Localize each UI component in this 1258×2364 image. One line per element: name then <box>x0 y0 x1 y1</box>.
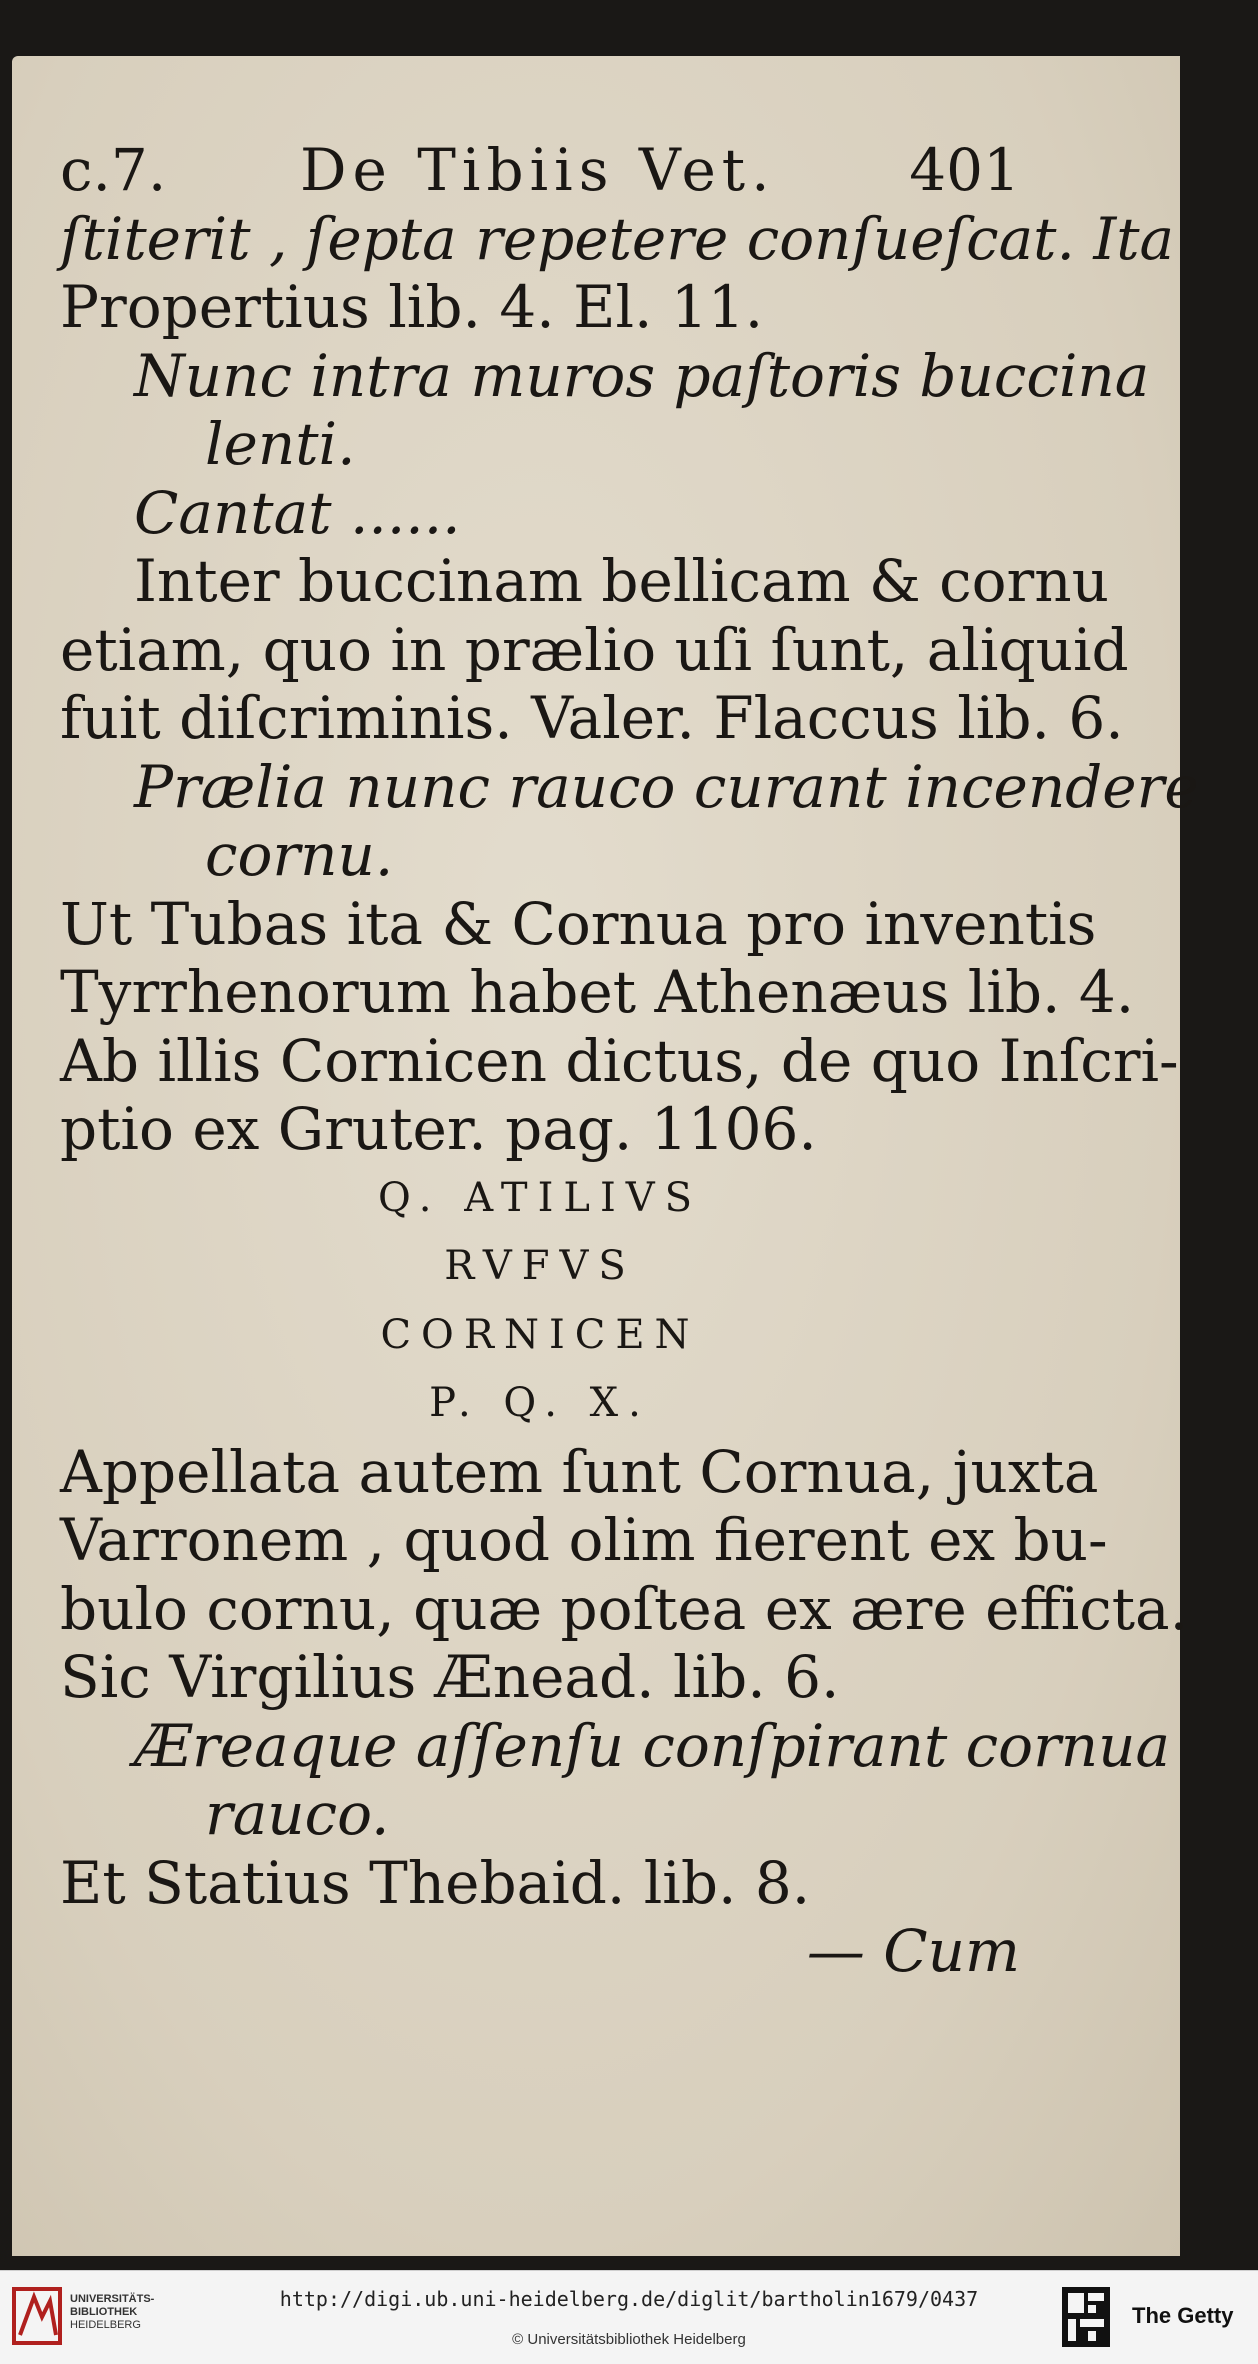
page-number: 401 <box>909 136 1020 204</box>
verse-line: cornu. <box>205 821 394 889</box>
text-line: Inter buccinam bellicam & cornu <box>134 547 1109 615</box>
library-name: UNIVERSITÄTS- BIBLIOTHEK HEIDELBERG <box>70 2293 155 2331</box>
text-line: Et Statius Thebaid. lib. 8. <box>60 1848 811 1917</box>
text-line: fuit diſcriminis. Valer. Flaccus lib. 6. <box>60 684 1124 752</box>
verse-line: lenti. <box>205 410 356 478</box>
text-line: bulo cornu, quæ poſtea ex ære effiсta. <box>60 1574 1189 1643</box>
verse-line: rauco. <box>205 1780 390 1848</box>
text-line: Sic Virgilius Ænead. lib. 6. <box>60 1643 840 1711</box>
verse-line: Cantat ...... <box>134 478 461 547</box>
text-line: Propertius lib. 4. El. 11. <box>60 273 764 341</box>
partner-name: The Getty <box>1132 2303 1234 2328</box>
running-header <box>60 136 1020 205</box>
inscription-line: RVFVS <box>444 1243 636 1289</box>
text-line: Varronem , quod olim fierent ex bu- <box>60 1506 1108 1574</box>
text-line: Tyrrhenorum habet Athenæus lib. 4. <box>60 958 1135 1026</box>
inscription-line: CORNICEN <box>380 1311 700 1358</box>
text-line: Appellata autem ſunt Cornua, juxta <box>60 1437 1099 1506</box>
verse-line: Æreaque aſſenſu conſpirant cornua <box>134 1711 1171 1780</box>
paper-sheet <box>12 56 1199 2256</box>
chapter-mark: c.7. <box>60 136 167 204</box>
copyright-notice: © Universitätsbibliothek Heidelberg <box>512 2331 746 2348</box>
page-text <box>60 136 1199 1986</box>
inscription-line: P. Q. X. <box>429 1380 651 1426</box>
viewer-footer <box>0 2270 1258 2364</box>
verse-line: Prælia nunc rauco curant incendere <box>134 752 1199 821</box>
text-line: ptio ex Gruter. pag. 1106. <box>60 1095 817 1163</box>
text-line: Ab illis Cornicen dictus, de quo Inſcri- <box>60 1026 1179 1095</box>
permalink-url[interactable]: http://digi.ub.uni-heidelberg.de/diglit/bartholin1679/0437 <box>279 2287 979 2311</box>
text-line: etiam, quo in prælio uſi ſunt, aliquid <box>60 615 1129 684</box>
verse-line: Nunc intra muros paſtoris buccina <box>134 341 1150 410</box>
running-title: De Tibiis Vet. <box>299 136 776 204</box>
getty-logo-icon <box>1062 2287 1110 2347</box>
inscription-line: Q. ATILIVS <box>377 1174 703 1221</box>
text-line: Ut Tubas ita & Cornua pro inventis <box>60 889 1097 958</box>
text-line: ſtiterit , ſepta repetere conſueſcat. Ita <box>60 204 1175 273</box>
catchword: — Cum <box>806 1917 1020 1985</box>
